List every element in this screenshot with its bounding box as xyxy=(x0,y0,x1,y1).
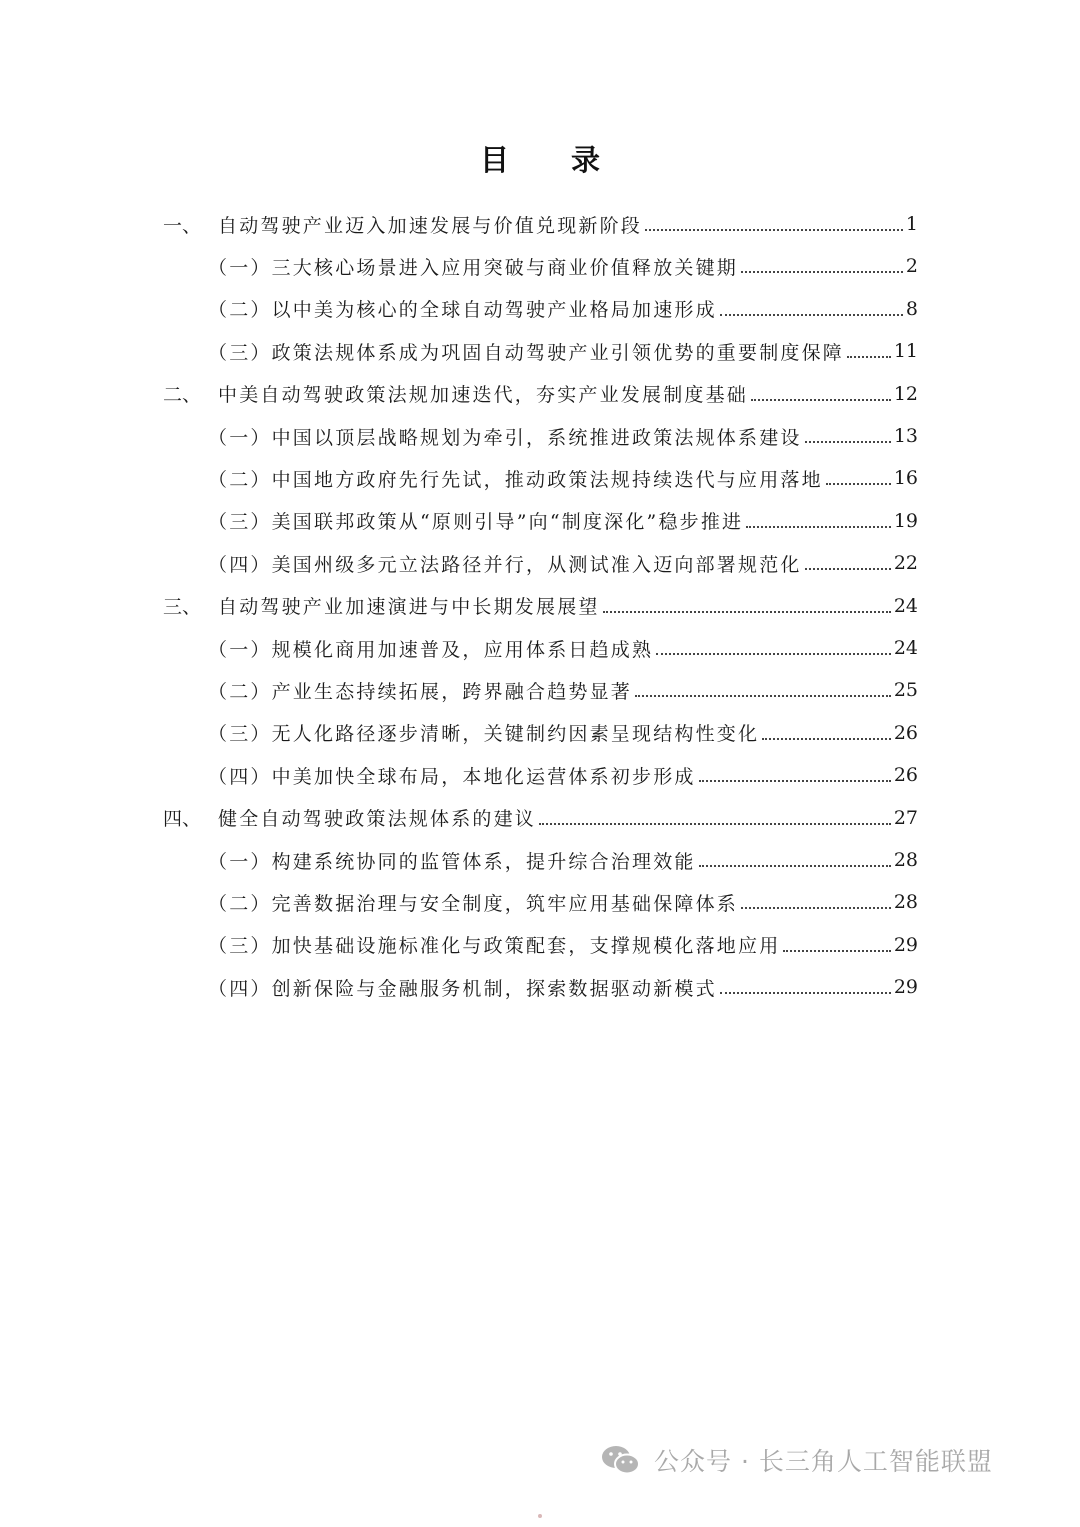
toc-chapter-entry[interactable] xyxy=(163,797,918,839)
toc-entry-title: （二）以中美为核心的全球自动驾驶产业格局加速形成 xyxy=(208,299,717,322)
toc-entry-title: （一）三大核心场景进入应用突破与商业价值释放关键期 xyxy=(208,256,739,279)
toc-section-entry[interactable] xyxy=(208,966,918,1008)
toc-entry-number: 三、 xyxy=(163,596,202,619)
watermark-text: 公众号 · 长三角人工智能联盟 xyxy=(654,1447,993,1476)
toc-section-entry[interactable] xyxy=(208,924,918,966)
toc-section-entry[interactable] xyxy=(208,754,918,796)
toc-section-entry[interactable] xyxy=(208,457,918,499)
toc-page-number: 28 xyxy=(893,849,918,871)
toc-dot-leader xyxy=(826,483,891,485)
toc-page-number: 12 xyxy=(893,382,918,405)
toc-entry-title: 健全自动驾驶政策法规体系的建议 xyxy=(218,808,537,831)
toc-page-number: 16 xyxy=(893,467,918,490)
toc-dot-leader xyxy=(805,568,891,570)
toc-page-number: 13 xyxy=(893,425,918,447)
toc-dot-leader xyxy=(720,314,903,316)
toc-dot-leader xyxy=(645,229,903,231)
toc-section-entry[interactable] xyxy=(208,500,918,542)
toc-page-number: 2 xyxy=(905,255,918,278)
toc-entry-title: 自动驾驶产业迈入加速发展与价值兑现新阶段 xyxy=(218,214,643,237)
toc-entry-title: （三）无人化路径逐步清晰，关键制约因素呈现结构性变化 xyxy=(208,723,760,746)
toc-entry-title: （二）中国地方政府先行先试，推动政策法规持续迭代与应用落地 xyxy=(208,468,823,491)
toc-dot-leader xyxy=(699,780,891,782)
toc-page-number: 26 xyxy=(893,764,918,787)
toc-dot-leader xyxy=(741,271,903,273)
toc-section-entry[interactable] xyxy=(208,245,918,287)
toc-entry-title: （四）美国州级多元立法路径并行，从测试准入迈向部署规范化 xyxy=(208,553,802,576)
toc-entry-title: （四）中美加快全球布局，本地化运营体系初步形成 xyxy=(208,765,696,788)
toc-page-number: 11 xyxy=(893,340,918,363)
toc-page-number: 1 xyxy=(905,213,918,235)
toc-title: 目 录 xyxy=(479,143,627,177)
toc-page-number: 24 xyxy=(893,594,918,617)
toc-entry-title: （二）完善数据治理与安全制度，筑牢应用基础保障体系 xyxy=(208,892,739,915)
toc-entry-title: （三）加快基础设施标准化与政策配套，支撑规模化落地应用 xyxy=(208,935,781,958)
toc-page-number: 29 xyxy=(893,933,918,956)
toc-dot-leader xyxy=(746,526,891,528)
toc-dot-leader xyxy=(805,441,891,443)
toc-page-number: 24 xyxy=(893,637,918,659)
toc-entry-number: 二、 xyxy=(163,384,202,407)
toc-entry-title: （四）创新保险与金融服务机制，探索数据驱动新模式 xyxy=(208,977,717,1000)
toc-entry-title: 中美自动驾驶政策法规加速迭代，夯实产业发展制度基础 xyxy=(218,384,749,407)
toc-dot-leader xyxy=(783,950,890,952)
toc-page-number: 29 xyxy=(893,976,918,999)
toc-section-entry[interactable] xyxy=(208,542,918,584)
toc-section-entry[interactable] xyxy=(208,839,918,881)
wechat-icon xyxy=(600,1444,642,1476)
toc-section-entry[interactable] xyxy=(208,415,918,457)
toc-entry-number: 一、 xyxy=(163,214,202,237)
toc-page-number: 8 xyxy=(905,297,918,320)
toc-entry-title: （一）构建系统协同的监管体系，提升综合治理效能 xyxy=(208,850,696,873)
toc-dot-leader xyxy=(603,611,891,613)
toc-page-number: 22 xyxy=(893,552,918,575)
toc-dot-leader xyxy=(751,399,891,401)
toc-chapter-entry[interactable] xyxy=(163,585,918,627)
toc-page-number: 28 xyxy=(893,891,918,914)
toc-section-entry[interactable] xyxy=(208,669,918,711)
toc-entry-number: 四、 xyxy=(163,808,202,831)
toc-chapter-entry[interactable] xyxy=(163,203,918,245)
toc-entry-title: （三）政策法规体系成为巩固自动驾驶产业引领优势的重要制度保障 xyxy=(208,341,845,364)
toc-dot-leader xyxy=(847,356,891,358)
toc-section-entry[interactable] xyxy=(208,627,918,669)
toc-entry-title: （二）产业生态持续拓展，跨界融合趋势显著 xyxy=(208,680,633,703)
toc-entry-title: （一）中国以顶层战略规划为牵引，系统推进政策法规体系建设 xyxy=(208,426,802,449)
toc-dot-leader xyxy=(699,865,891,867)
toc-dot-leader xyxy=(635,695,891,697)
toc-dot-leader xyxy=(720,992,891,994)
toc-page-number: 25 xyxy=(893,679,918,702)
toc-entry-title: 自动驾驶产业加速演进与中长期发展展望 xyxy=(218,596,600,619)
toc-section-entry[interactable] xyxy=(208,330,918,372)
toc-section-entry[interactable] xyxy=(208,881,918,923)
watermark xyxy=(600,1440,993,1480)
toc-page-number: 27 xyxy=(893,806,918,829)
toc-page-number: 26 xyxy=(893,721,918,744)
toc-entry-title: （三）美国联邦政策从“原则引导”向“制度深化”稳步推进 xyxy=(208,511,744,534)
page-dot xyxy=(538,1514,542,1518)
toc-chapter-entry[interactable] xyxy=(163,373,918,415)
toc-dot-leader xyxy=(741,907,891,909)
toc-section-entry[interactable] xyxy=(208,712,918,754)
toc-section-entry[interactable] xyxy=(208,288,918,330)
toc-dot-leader xyxy=(762,738,891,740)
toc-entry-title: （一）规模化商用加速普及，应用体系日趋成熟 xyxy=(208,638,654,661)
toc-dot-leader xyxy=(656,653,891,655)
toc-dot-leader xyxy=(539,823,891,825)
toc-page-number: 19 xyxy=(893,509,918,532)
